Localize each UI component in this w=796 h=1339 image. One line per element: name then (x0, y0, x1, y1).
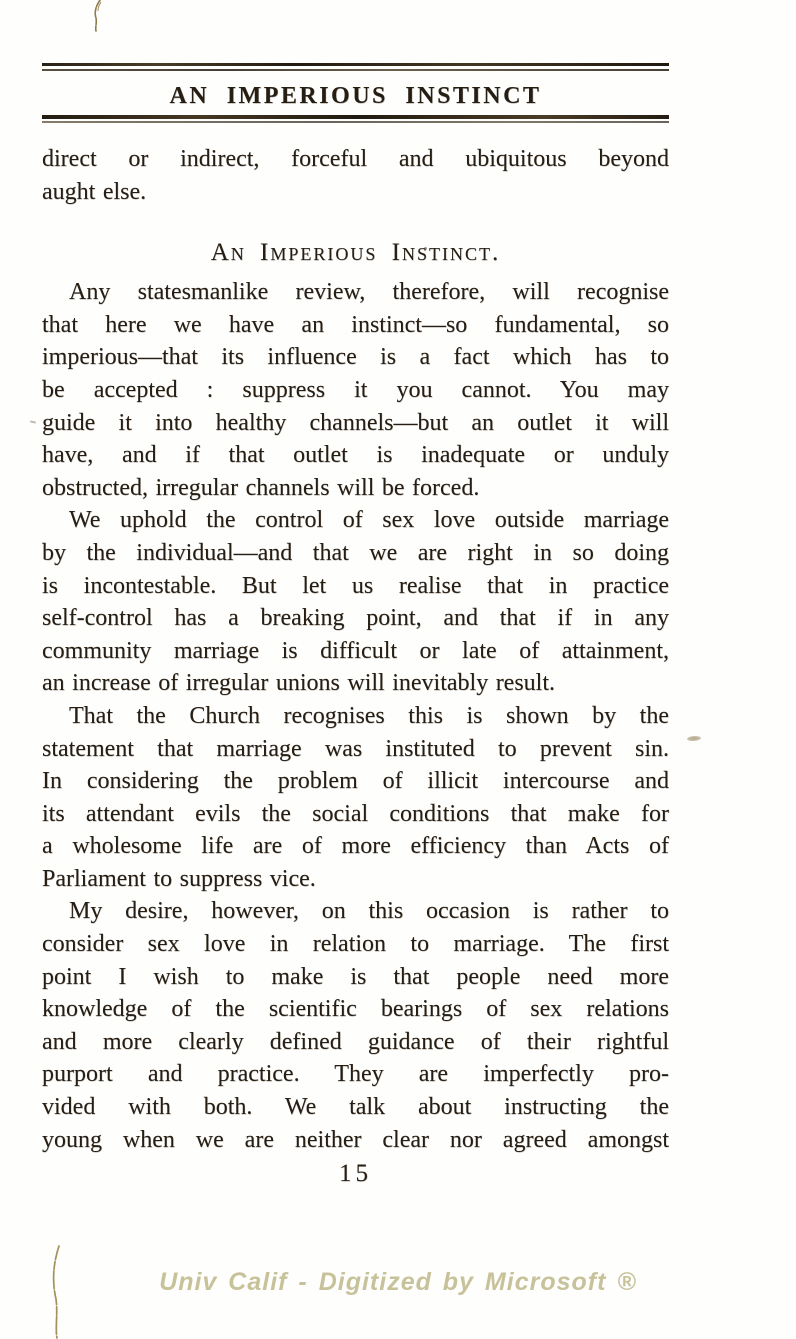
text-line: young when we are neither clear nor agreed amongst (42, 1126, 669, 1153)
text-line: vided with both. We talk about instructing the (42, 1094, 669, 1121)
header-rule-top-thin (42, 69, 669, 71)
text-line: obstructed, irregular channels will be forced. (42, 474, 480, 501)
text-line: purport and practice. They are imperfectly pro- (42, 1061, 669, 1088)
text-line: its attendant evils the social conditions that make for (42, 800, 669, 827)
header-rule-bottom-thin (42, 121, 669, 123)
text-line: guide it into healthy channels—but an outlet it will (42, 409, 669, 436)
text-line: That the Church recognises this is shown by the (69, 702, 669, 729)
text-line: self-control has a breaking point, and that if in any (42, 605, 669, 632)
running-header-title: AN IMPERIOUS INSTINCT (169, 83, 542, 109)
body-paragraphs (42, 276, 669, 1156)
continuation-paragraph (42, 143, 669, 208)
text-line: be accepted : suppress it you cannot. You may (42, 376, 669, 403)
body-paragraph (42, 895, 669, 1156)
body-paragraph (42, 276, 669, 504)
text-line: Any statesmanlike review, therefore, will recognise (69, 279, 669, 306)
ink-speck (30, 420, 36, 423)
section-heading: An Imperious Instinct. (210, 239, 501, 267)
text-line: We uphold the control of sex love outside marriage (69, 507, 669, 534)
text-line: have, and if that outlet is inadequate or unduly (42, 442, 669, 469)
text-line: direct or indirect, forceful and ubiquitous beyond (42, 146, 669, 172)
margin-smudge (687, 736, 701, 742)
header-rule-top-thick (42, 63, 669, 66)
text-line: is incontestable. But let us realise that in practice (42, 572, 669, 599)
text-line: an increase of irregular unions will inevitably result. (42, 670, 556, 697)
text-line: consider sex love in relation to marriage. The first (42, 931, 669, 958)
text-line: In considering the problem of illicit intercourse and (42, 768, 669, 795)
pen-stroke-top-left (88, 0, 110, 32)
header-rule-bottom-thick (42, 115, 669, 119)
text-line: point I wish to make is that people need more (42, 963, 669, 990)
text-line: My desire, however, on this occasion is rather to (69, 898, 669, 925)
page-body (42, 143, 669, 1156)
body-paragraph (42, 700, 669, 896)
text-line: aught else. (42, 178, 147, 205)
body-paragraph (42, 504, 669, 700)
text-line: and more clearly defined guidance of their rightful (42, 1028, 669, 1055)
text-line: community marriage is difficult or late of attainment, (42, 637, 669, 664)
text-line: that here we have an instinct—so fundamental, so (42, 311, 669, 338)
text-line: statement that marriage was instituted to prevent sin. (42, 735, 669, 762)
text-line: a wholesome life are of more efficiency than Acts of (42, 833, 669, 860)
text-line: imperious—that its influence is a fact which has to (42, 344, 669, 371)
page-number: 15 (339, 1160, 372, 1187)
digitization-watermark: Univ Calif - Digitized by Microsoft ® (159, 1268, 637, 1296)
text-line: knowledge of the scientific bearings of sex relations (42, 996, 669, 1023)
text-line: Parliament to suppress vice. (42, 865, 316, 892)
text-line: by the individual—and that we are right in so doing (42, 539, 669, 566)
